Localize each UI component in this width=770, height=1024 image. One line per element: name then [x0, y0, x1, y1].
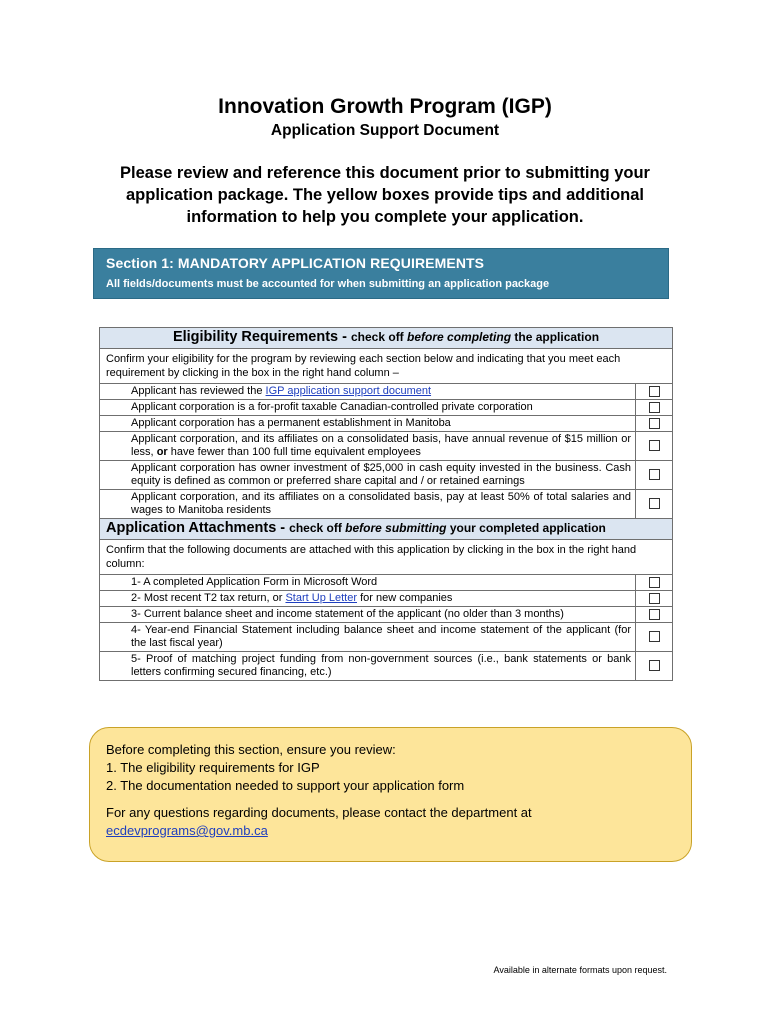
eligibility-checkbox-cell[interactable] [636, 461, 673, 490]
attachment-checkbox-cell[interactable] [636, 575, 673, 591]
eligibility-checkbox[interactable] [649, 402, 660, 413]
tip-line: 2. The documentation needed to support your application form [106, 778, 465, 793]
attachment-item: 3- Current balance sheet and income statement of the applicant (no older than 3 months) [100, 607, 636, 623]
eligibility-item-text: Applicant corporation, and its affiliates on a consolidated basis, have annual revenue of $15 million or less, [131, 433, 631, 458]
eligibility-item-text: Applicant has reviewed the [131, 385, 266, 397]
attachments-heading-emphasis: before submitting [345, 521, 447, 535]
eligibility-checkbox-cell[interactable] [636, 416, 673, 432]
eligibility-item [100, 384, 636, 400]
attachments-header-row [100, 519, 673, 540]
tip-contact-text: For any questions regarding documents, please contact the department at [106, 805, 532, 820]
attachments-instructions: Confirm that the following documents are attached with this application by clicking in the box in the right hand column: [100, 540, 673, 575]
tip-spacer [106, 795, 675, 804]
eligibility-checkbox[interactable] [649, 386, 660, 397]
eligibility-checkbox[interactable] [649, 418, 660, 429]
eligibility-header-row [100, 328, 673, 349]
attachment-checkbox-cell[interactable] [636, 623, 673, 652]
eligibility-item-text: have fewer than 100 full time equivalent employees [167, 446, 421, 458]
eligibility-checkbox-cell[interactable] [636, 400, 673, 416]
eligibility-instructions-row [100, 349, 673, 384]
attachment-row [100, 591, 673, 607]
attachments-heading-main: Application Attachments - [106, 520, 290, 536]
attachment-item-text: 2- Most recent T2 tax return, or [131, 592, 286, 604]
eligibility-checkbox[interactable] [649, 498, 660, 509]
eligibility-heading-pre: check off [351, 330, 408, 344]
attachments-heading-pre: check off [289, 521, 346, 535]
eligibility-item: Applicant corporation, and its affiliates on a consolidated basis, pay at least 50% of total salaries and wages to Manitoba residents [100, 490, 636, 519]
section-1-banner [93, 248, 669, 299]
eligibility-heading [100, 328, 673, 349]
requirements-table [99, 327, 673, 681]
attachment-row [100, 575, 673, 591]
attachment-checkbox[interactable] [649, 631, 660, 642]
igp-support-document-link[interactable]: IGP application support document [265, 385, 432, 397]
eligibility-item: Applicant corporation has a permanent establishment in Manitoba [100, 416, 636, 432]
eligibility-row [100, 432, 673, 461]
attachment-item [100, 591, 636, 607]
section-subtitle: All fields/documents must be accounted for when submitting an application package [106, 278, 550, 290]
eligibility-heading-main: Eligibility Requirements - [172, 329, 351, 345]
attachment-checkbox[interactable] [649, 593, 660, 604]
eligibility-checkbox-cell[interactable] [636, 490, 673, 519]
attachment-checkbox[interactable] [649, 609, 660, 620]
eligibility-heading-post: the application [511, 330, 600, 344]
tip-line: 1. The eligibility requirements for IGP [106, 760, 320, 775]
attachment-checkbox[interactable] [649, 577, 660, 588]
eligibility-item: Applicant corporation has owner investment of $25,000 in cash equity invested in the business. Cash equity is defined as common or preferred share capital and / or retained earnings [100, 461, 636, 490]
document-subtitle: Application Support Document [270, 122, 500, 139]
attachment-item: 5- Proof of matching project funding from non-government sources (i.e., bank statements or bank letters confirming secured financing, etc.) [100, 652, 636, 681]
eligibility-row [100, 400, 673, 416]
eligibility-item [100, 432, 636, 461]
start-up-letter-link[interactable]: Start Up Letter [285, 592, 358, 604]
attachment-checkbox-cell[interactable] [636, 652, 673, 681]
footer-note: Available in alternate formats upon request. [493, 965, 667, 975]
attachment-row [100, 623, 673, 652]
eligibility-row [100, 416, 673, 432]
tip-box [89, 727, 692, 862]
attachment-row [100, 652, 673, 681]
attachments-heading-post: your completed application [446, 521, 606, 535]
attachment-checkbox[interactable] [649, 660, 660, 671]
intro-paragraph: Please review and reference this document prior to submitting your application package. The yellow boxes provide tips and additional information to help you complete your application. [120, 164, 650, 226]
attachment-item: 1- A completed Application Form in Microsoft Word [100, 575, 636, 591]
eligibility-row [100, 461, 673, 490]
eligibility-checkbox[interactable] [649, 440, 660, 451]
document-title: Innovation Growth Program (IGP) [218, 95, 552, 118]
eligibility-checkbox[interactable] [649, 469, 660, 480]
tip-line: Before completing this section, ensure you review: [106, 742, 396, 757]
eligibility-instructions: Confirm your eligibility for the program by reviewing each section below and indicating that you meet each requirement by clicking in the box in the right hand column – [100, 349, 673, 384]
attachment-checkbox-cell[interactable] [636, 591, 673, 607]
eligibility-item-emphasis: or [156, 446, 168, 458]
eligibility-row [100, 490, 673, 519]
section-title: Section 1: MANDATORY APPLICATION REQUIREMENTS [106, 255, 485, 271]
eligibility-checkbox-cell[interactable] [636, 432, 673, 461]
eligibility-item: Applicant corporation is a for-profit taxable Canadian-controlled private corporation [100, 400, 636, 416]
attachments-instructions-row [100, 540, 673, 575]
attachment-checkbox-cell[interactable] [636, 607, 673, 623]
attachment-item-text: for new companies [357, 592, 453, 604]
attachments-heading [100, 519, 673, 540]
attachment-row [100, 607, 673, 623]
contact-email-link[interactable]: ecdevprograms@gov.mb.ca [106, 823, 268, 838]
eligibility-heading-emphasis: before completing [407, 330, 512, 344]
eligibility-row [100, 384, 673, 400]
attachment-item: 4- Year-end Financial Statement including balance sheet and income statement of the applicant (for the last fiscal year) [100, 623, 636, 652]
eligibility-checkbox-cell[interactable] [636, 384, 673, 400]
